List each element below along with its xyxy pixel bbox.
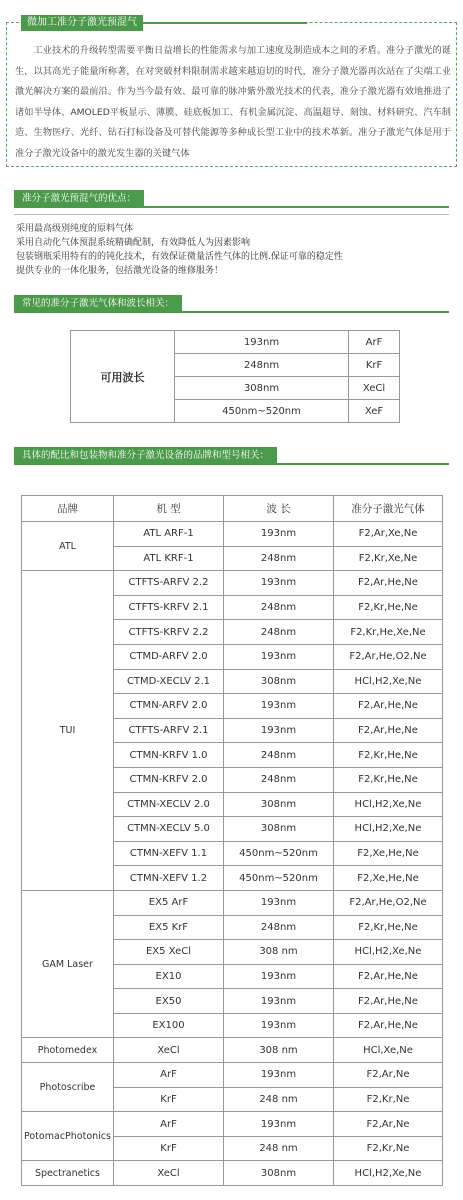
table-row [22, 1112, 443, 1137]
advantage-item: 包装钢瓶采用特有的的钝化技术，有效保证微量活性气体的比例.保证可靠的稳定性 [16, 252, 343, 262]
equipment-table [21, 495, 443, 1186]
wavelength-cell: 248 nm [224, 1087, 334, 1112]
advantage-item: 提供专业的一体化服务，包括激光设备的维修服务！ [16, 266, 224, 276]
wavelength-cell: 308 nm [224, 940, 334, 965]
model-cell: EX5 ArF [114, 890, 224, 915]
gas-cell: F2,Kr,He,Xe,Ne [334, 620, 443, 645]
wavelength-cell: 193nm [224, 964, 334, 989]
wavelength-cell: 193nm [224, 718, 334, 743]
wavelength-cell: 193nm [224, 644, 334, 669]
model-cell: EX50 [114, 989, 224, 1014]
wavelength-cell: 193nm [224, 1112, 334, 1137]
equipment-title: 具体的配比和包装物和准分子激光设备的品牌和型号相关： [14, 447, 277, 465]
table-row [71, 331, 400, 354]
wavelength-cell: 248nm [175, 354, 349, 377]
table-row [22, 571, 443, 596]
wavelength-cell: 248nm [224, 620, 334, 645]
wavelengths-title: 常见的准分子激光气体和波长相关： [14, 295, 182, 313]
model-cell: CTMN-KRFV 2.0 [114, 767, 224, 792]
gas-cell: F2,Kr,Xe,Ne [334, 546, 443, 571]
model-cell: CTFTS-ARFV 2.1 [114, 718, 224, 743]
table-row [22, 1161, 443, 1186]
wavelength-cell: 193nm [224, 1063, 334, 1088]
wavelength-cell: 248nm [224, 915, 334, 940]
wavelength-cell: 193nm [175, 331, 349, 354]
wavelength-cell: 308nm [224, 792, 334, 817]
model-cell: KrF [114, 1087, 224, 1112]
model-cell: CTMN-XEFV 1.1 [114, 841, 224, 866]
model-cell: ATL KRF-1 [114, 546, 224, 571]
gas-cell: HCl,Xe,Ne [334, 1038, 443, 1063]
gas-cell: F2,Kr,He,Ne [334, 767, 443, 792]
header-model: 机 型 [114, 496, 224, 522]
gas-cell: F2,Ar,He,O2,Ne [334, 644, 443, 669]
gas-cell: F2,Ar,Ne [334, 1063, 443, 1088]
advantages-divider [14, 214, 449, 215]
model-cell: ATL ARF-1 [114, 522, 224, 547]
wavelength-cell: 193nm [224, 890, 334, 915]
model-cell: CTMD-ARFV 2.0 [114, 644, 224, 669]
model-cell: KrF [114, 1136, 224, 1161]
table-row [22, 1063, 443, 1088]
gas-cell: HCl,H2,Xe,Ne [334, 817, 443, 842]
model-cell: EX10 [114, 964, 224, 989]
gas-cell: F2,Kr,He,Ne [334, 595, 443, 620]
advantages-header [0, 190, 463, 208]
advantages-title: 准分子激光预混气的优点： [14, 190, 144, 208]
intro-box [6, 17, 457, 167]
gas-cell: F2,Kr,He,Ne [334, 915, 443, 940]
wavelength-row-header: 可用波长 [71, 331, 175, 423]
wavelength-cell: 193nm [224, 694, 334, 719]
header-gas: 准分子激光气体 [334, 496, 443, 522]
model-cell: CTFTS-KRFV 2.1 [114, 595, 224, 620]
model-cell: CTMN-XECLV 2.0 [114, 792, 224, 817]
gas-cell: HCl,H2,Xe,Ne [334, 669, 443, 694]
gas-cell: XeF [349, 400, 400, 423]
model-cell: XeCl [114, 1038, 224, 1063]
wavelength-cell: 450nm~520nm [175, 400, 349, 423]
advantage-item: 采用自动化气体预混系统精确配制，有效降低人为因素影响 [16, 238, 251, 248]
model-cell: CTFTS-KRFV 2.2 [114, 620, 224, 645]
wavelength-cell: 308nm [224, 1161, 334, 1186]
wavelength-cell: 193nm [224, 989, 334, 1014]
gas-cell: ArF [349, 331, 400, 354]
gas-cell: KrF [349, 354, 400, 377]
brand-cell: Photomedex [22, 1038, 114, 1063]
model-cell: ArF [114, 1112, 224, 1137]
gas-cell: F2,Ar,Xe,Ne [334, 522, 443, 547]
wavelength-cell: 193nm [224, 522, 334, 547]
model-cell: EX5 XeCl [114, 940, 224, 965]
wavelength-cell: 308nm [224, 669, 334, 694]
model-cell: CTMN-KRFV 1.0 [114, 743, 224, 768]
header-brand: 品牌 [22, 496, 114, 522]
brand-cell: GAM Laser [22, 890, 114, 1038]
brand-cell: ATL [22, 522, 114, 571]
table-row [22, 522, 443, 547]
gas-cell: F2,Ar,He,Ne [334, 964, 443, 989]
gas-cell: F2,Kr,He,Ne [334, 743, 443, 768]
brand-cell: TUI [22, 571, 114, 891]
model-cell: CTMD-XECLV 2.1 [114, 669, 224, 694]
brand-cell: PotomacPhotonics [22, 1112, 114, 1161]
wavelengths-header [0, 295, 463, 313]
wavelength-cell: 450nm~520nm [224, 866, 334, 891]
model-cell: CTFTS-ARFV 2.2 [114, 571, 224, 596]
gas-cell: F2,Ar,He,O2,Ne [334, 890, 443, 915]
wavelength-cell: 248nm [224, 546, 334, 571]
wavelength-table [70, 330, 400, 423]
gas-cell: F2,Xe,He,Ne [334, 866, 443, 891]
wavelength-cell: 308nm [224, 817, 334, 842]
wavelength-cell: 248nm [224, 743, 334, 768]
header-wavelength: 波 长 [224, 496, 334, 522]
model-cell: XeCl [114, 1161, 224, 1186]
table-row [22, 890, 443, 915]
advantages-list [16, 222, 448, 278]
gas-cell: F2,Kr,Ne [334, 1087, 443, 1112]
gas-cell: F2,Xe,He,Ne [334, 841, 443, 866]
brand-cell: Photoscribe [22, 1063, 114, 1112]
intro-title: 微加工准分子激光预混气 [21, 15, 143, 31]
gas-cell: F2,Ar,He,Ne [334, 718, 443, 743]
gas-cell: F2,Kr,Ne [334, 1136, 443, 1161]
model-cell: CTMN-XECLV 5.0 [114, 817, 224, 842]
wavelength-cell: 248 nm [224, 1136, 334, 1161]
model-cell: ArF [114, 1063, 224, 1088]
gas-cell: F2,Ar,He,Ne [334, 1013, 443, 1038]
gas-cell: HCl,H2,Xe,Ne [334, 792, 443, 817]
gas-cell: F2,Ar,Ne [334, 1112, 443, 1137]
equipment-header [0, 447, 463, 465]
model-cell: EX5 KrF [114, 915, 224, 940]
gas-cell: F2,Ar,He,Ne [334, 989, 443, 1014]
wavelength-cell: 308 nm [224, 1038, 334, 1063]
model-cell: EX100 [114, 1013, 224, 1038]
wavelength-cell: 193nm [224, 571, 334, 596]
gas-cell: HCl,H2,Xe,Ne [334, 940, 443, 965]
model-cell: CTMN-XEFV 1.2 [114, 866, 224, 891]
model-cell: CTMN-ARFV 2.0 [114, 694, 224, 719]
gas-cell: F2,Ar,He,Ne [334, 571, 443, 596]
gas-cell: F2,Ar,He,Ne [334, 694, 443, 719]
intro-paragraph: 工业技术的升级转型需要平衡日益增长的性能需求与加工速度及制造成本之间的矛盾。准分子激光的诞生，以其高光子能量所称著，在对突破材料限制需求越来越迫切的时代，准分子激光器再次站在了尖端工业激光解决方案的最前沿。作为当今最有效、最可靠的脉冲紫外激光技术的代表，准分子激光器有效地推进了诸如半导体、AMOLED平板显示、薄膜、硅底板加工、有机金属沉淀、高温超导、刻蚀、材料研究、汽车制造、生物医疗、光纤、钻石打标设备及可替代能源等多种成长型工业中的技术革新。准分子激光气体是用于准分子激光设备中的激光发生器的关键气体 [15, 45, 451, 159]
wavelength-cell: 248nm [224, 595, 334, 620]
table-header-row [22, 496, 443, 522]
wavelength-cell: 248nm [224, 767, 334, 792]
gas-cell: XeCl [349, 377, 400, 400]
gas-cell: HCl,H2,Xe,Ne [334, 1161, 443, 1186]
advantage-item: 采用最高级别纯度的原料气体 [16, 224, 134, 234]
wavelength-cell: 450nm~520nm [224, 841, 334, 866]
brand-cell: Spectranetics [22, 1161, 114, 1186]
wavelength-cell: 308nm [175, 377, 349, 400]
wavelength-cell: 193nm [224, 1013, 334, 1038]
table-row [22, 1038, 443, 1063]
